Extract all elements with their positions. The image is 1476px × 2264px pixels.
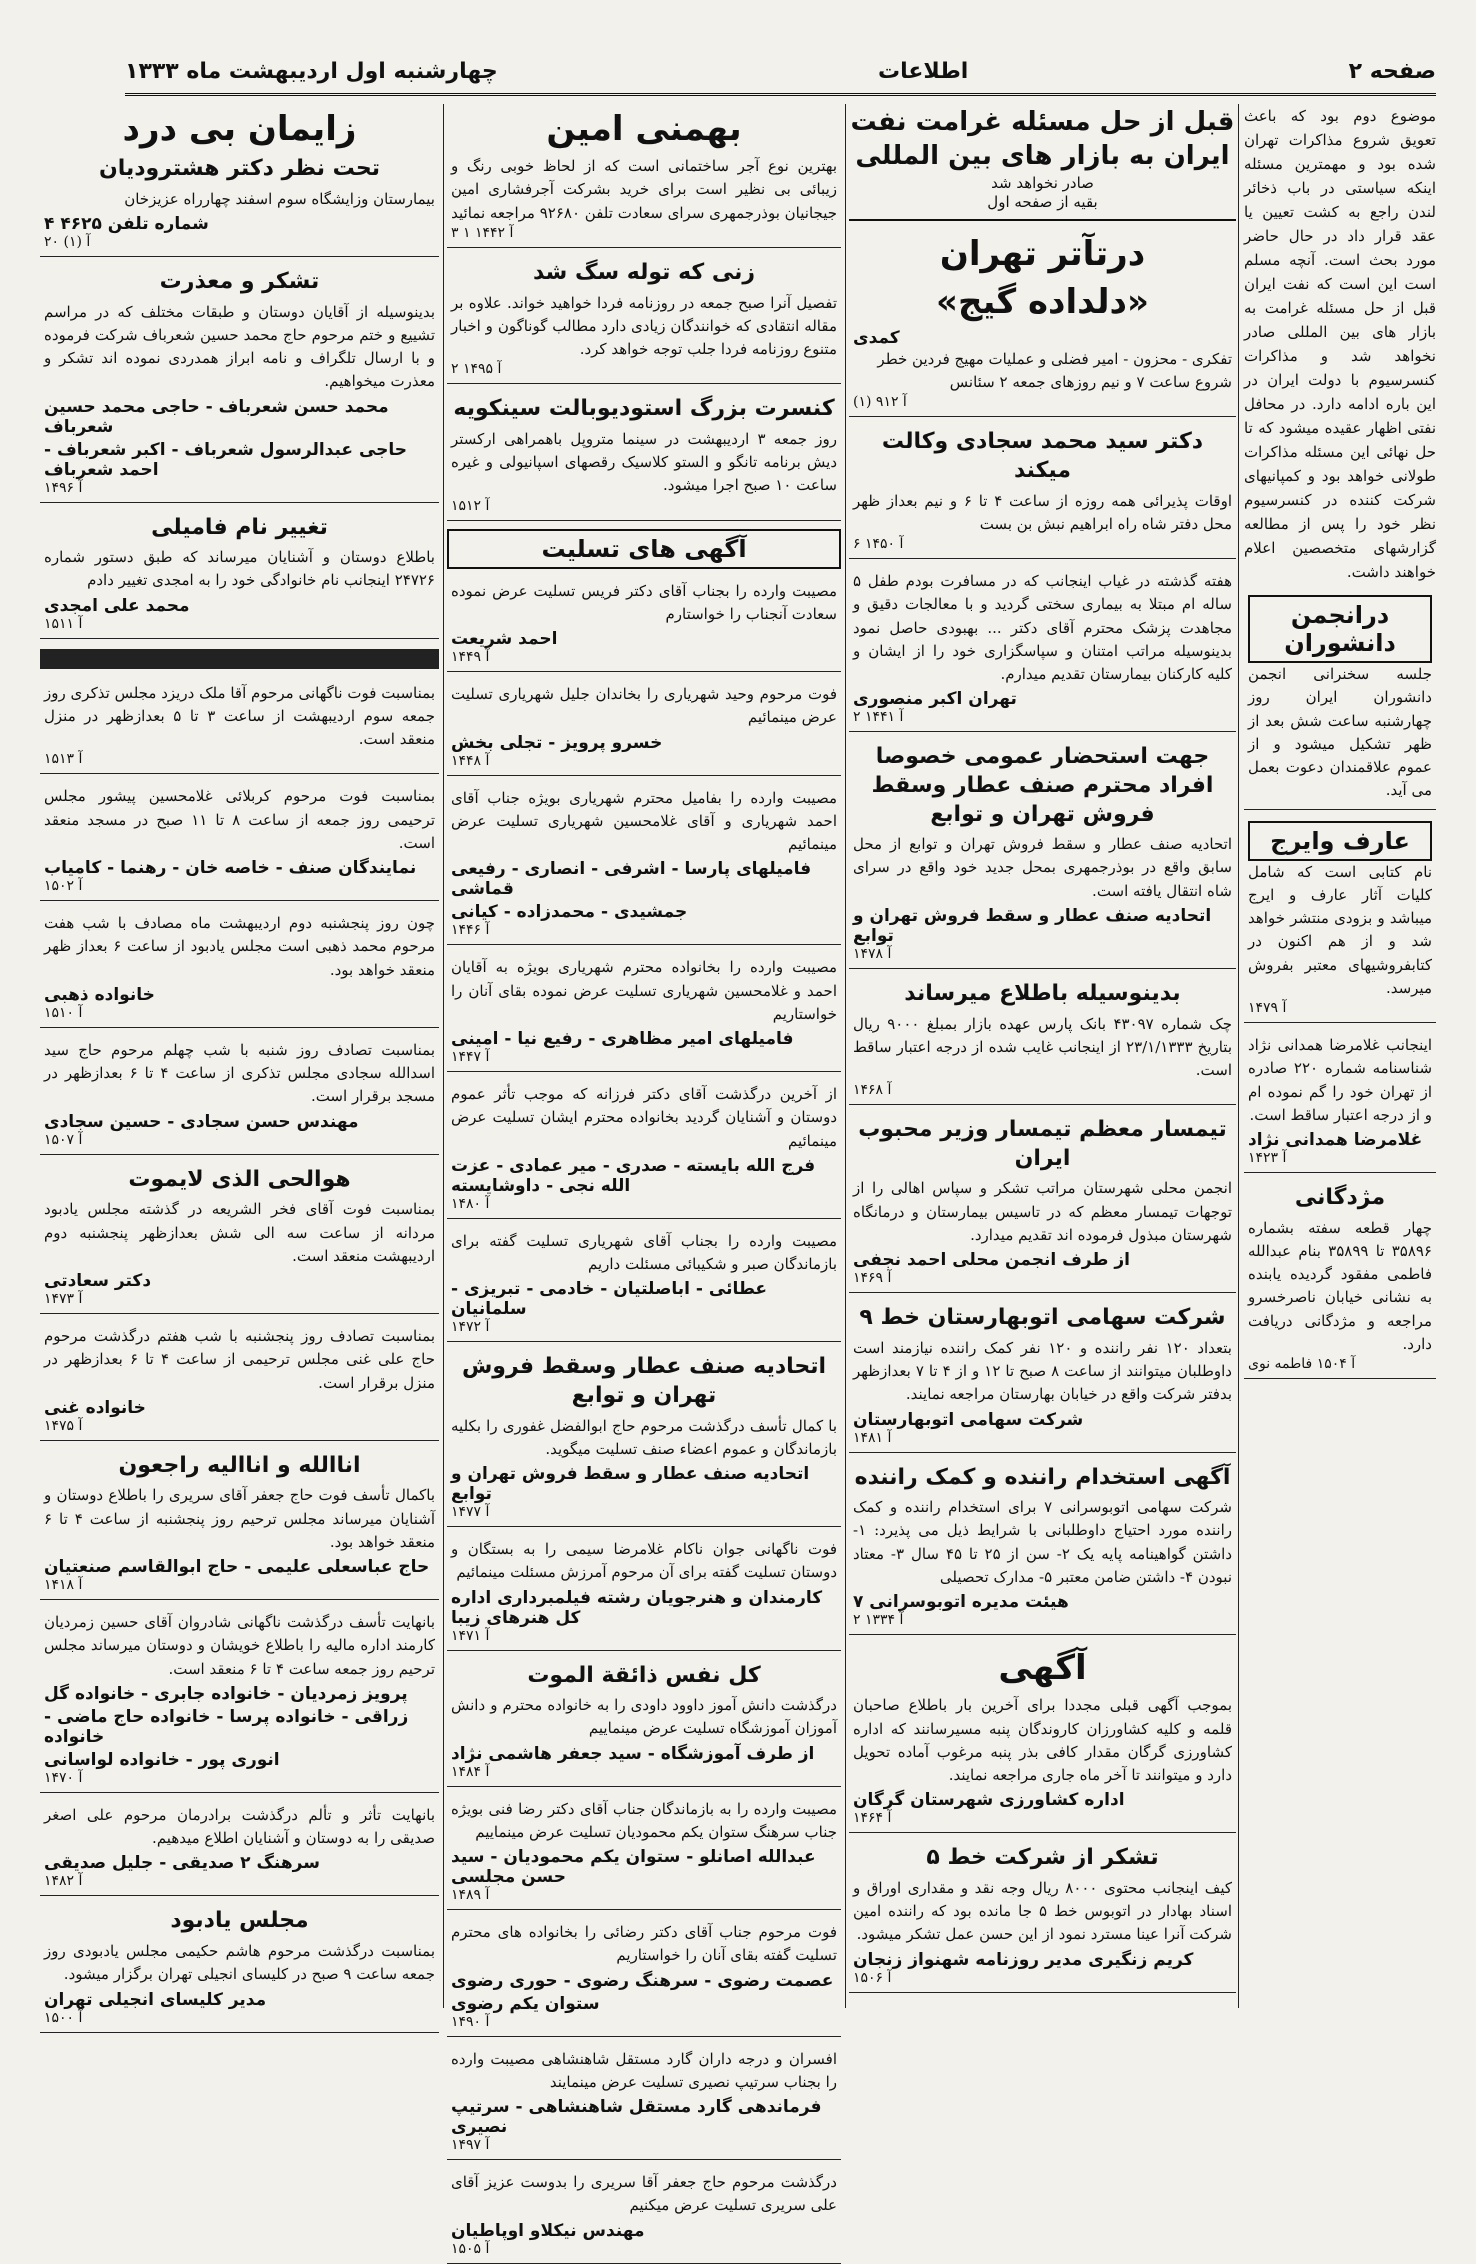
- column-ads-3: [447, 104, 841, 2257]
- memorial-9: بانهایت تأثر و تألم درگذشت برادرمان مرحوم علی اصغر صدیقی را به دوستان و آشنایان اطلاع میدهیم. سرهنگ ۲ صدیقی - جلیل صدیقی آ ۱۴۸۲: [40, 1801, 439, 1897]
- front-headline: قبل از حل مسئله غرامت نفت ایران به بازار های بین المللی صادر نخواهد شد بقیه از صفحه اول: [849, 104, 1236, 221]
- reward-notice: مژدگانی چهار قطعه سفته بشماره ۳۵۸۹۶ تا ۳۵۸۹۹ بنام عبدالله فاطمی مفقود گردیده یابنده به نشانی خیابان ناصرخسرو مراجعه و مژدگانی دریافت دارد. آ ۱۵۰۴ فاطمه نوی: [1244, 1181, 1436, 1379]
- condolence-1: مصیبت وارده را بجناب آقای دکتر فریس تسلیت عرض نموده سعادت آنجناب را خواستارم احمد شریعت آ ۱۴۴۹: [447, 577, 841, 673]
- separator-band: [40, 649, 439, 669]
- condolence-2: فوت مرحوم وحید شهریاری را بخاندان جلیل شهریاری تسلیت عرض مینمائیم خسرو پرویز - تجلی بخش آ ۱۴۴۸: [447, 680, 841, 776]
- memorial-6: بمناسبت تصادف روز پنجشنبه با شب هفتم درگذشت مرحوم حاج علی غنی مجلس ترحیمی از ساعت ۴ تا ۶ بعدازظهر در منزل برقرار است. خانواده غنی آ ۱۴۷۵: [40, 1322, 439, 1441]
- condolence-8: فوت ناگهانی جوان ناکام غلامرضا سیمی را به بستگان و دوستان تسلیت گفته برای آن مرحوم آمرزش مسئلت مینمائیم کارمندان و هنرجویان رشته فیلمبرداری اداره کل هنرهای زیبا آ ۱۴۷۱: [447, 1535, 841, 1651]
- ad-concert: کنسرت بزرگ استودیوبالت سینکویه روز جمعه ۳ اردیبهشت در سینما متروپل باهمراهی ارکستر دیش برنامه تانگو و الستو کلاسیک رقصهای اسپانیولی و غیره ساعت ۱۰ صبح اجرا میشود. آ ۱۵۱۲: [447, 392, 841, 520]
- memorial-4: بمناسبت تصادف روز شنبه با شب چهلم مرحوم حاج سید اسدالله سجادی مجلس تذکری از ساعت ۴ تا ۶ بعدازظهر در مسجد برقرار است. مهندس حسن سجادی - حسین سجادی آ ۱۵۰۷: [40, 1036, 439, 1155]
- bus-company-ad: شرکت سهامی اتوبهارستان خط ۹ بتعداد ۱۲۰ نفر راننده و ۱۲۰ نفر کمک راننده نیازمند است داوطلبان میتوانند از ساعت ۸ صبح تا ۱۲ و از ۴ تا ۷ بعدازظهر بدفتر شرکت واقع در خیابان بهارستان مراجعه نمایند. شرکت سهامی اتوبهارستان آ ۱۴۸۱: [849, 1301, 1236, 1452]
- memorial-1: بمناسبت فوت ناگهانی مرحوم آقا ملک دریزد مجلس تذکری روز جمعه سوم اردیبهشت از ساعت ۳ تا ۵ بعدازظهر در منزل منعقد است. آ ۱۵۱۳: [40, 679, 439, 775]
- issue-date: چهارشنبه اول اردیبهشت ماه ۱۳۳۳: [125, 59, 498, 84]
- ad-newspaper: زنی که توله سگ شد تفصیل آنرا صبح جمعه در روزنامه فردا خواهید خواند. علاوه بر مقاله انتقادی که خوانندگان زیادی دارد مطالب گوناگون و اخبار متنوع روزنامه فردا جلب توجه خواهد کرد. آ ۱۴۹۵ ۲: [447, 256, 841, 384]
- memorial-7: اناالله و انااليه راجعون باکمال تأسف فوت حاج جعفر آقای سریری را باطلاع دوستان و آشنایان میرساند مجلس ترحیم روز پنجشنبه از ساعت ۴ تا ۶ منعقد خواهد بود. حاج عباسعلی علیمی - حاج ابوالقاسم صنعتیان آ ۱۴۱۸: [40, 1449, 439, 1600]
- ad-book: عارف وایرج نام کتابی است که شامل کلیات آثار عارف و ایرج میباشد و بزودی منتشر خواهد شد و از هم اکنون در کتابفروشیهای معتبر بفروش میرسد. آ ۱۴۷۹: [1244, 818, 1436, 1024]
- condolence-5: از آخرین درگذشت آقای دکتر فرزانه که موجب تأثر عموم دوستان و آشنایان گردید بخانواده محترم ایشان تسلیت عرض مینمائیم فرج الله بایسته - صدری - میر عمادی - عزت الله نجی - داوشایسته آ ۱۴۸۰: [447, 1080, 841, 1219]
- notice-anjoman: درانجمن دانشوران جلسه سخنرانی انجمن دانشوران ایران روز چهارشنبه ساعت شش بعد از ظهر تشکیل میشود و از عموم علاقمندان دعوت بعمل می آید.: [1244, 592, 1436, 810]
- condolence-12: افسران و درجه داران گارد مستقل شاهنشاهی مصیبت وارده را بجناب سرتیپ نصیری تسلیت عرض مینمایند فرماندهی گارد مستقل شاهنشاهی - سرتیپ نصیری آ ۱۴۹۷: [447, 2045, 841, 2161]
- hospital-thanks: تیمسار معظم تیمسار وزیر محبوب ایران انجمن محلی شهرستان مراتب تشکر و سپاس اهالی را از توجهات تیمسار معظم که در تاسیس بیمارستان و درمانگاه شهرستان مبذول فرموده اند تقدیم میدارد. از طرف انجمن محلی احمد نجفی آ ۱۴۶۹: [849, 1113, 1236, 1293]
- column-ads-4: [40, 104, 439, 2026]
- memorial-8: بانهایت تأسف درگذشت ناگهانی شادروان آقای حسین زمردیان کارمند اداره مالیه را باطلاع خویشان و دوستان میرساند مجلس ترحیم روز جمعه ساعت ۴ تا ۶ منعقد است. پرویز زمردیان - خانواده جابری - خانواده گل زراقی - خانواده پرسا - خانواده حاج ماضی - خانواده انوری پور - خانواده لواسانی آ ۱۴۷۰: [40, 1608, 439, 1793]
- lost-document-notice: اینجانب غلامرضا همدانی نژاد شناسنامه شماره ۲۲۰ صادره از تهران خود را گم نموده ام و از درجه اعتبار ساقط است. غلامرضا همدانی نژاد آ ۱۴۲۳: [1244, 1031, 1436, 1173]
- memorial-3: چون روز پنجشنبه دوم اردیبهشت ماه مصادف با شب هفت مرحوم محمد ذهبی است مجلس یادبود از ساعت ۶ بعداز ظهر منعقد خواهد بود. خانواده ذهبی آ ۱۵۱۰: [40, 909, 439, 1028]
- column-ads-2: [849, 104, 1236, 2008]
- newspaper-name: اطلاعات: [877, 59, 969, 84]
- ad-brick-company: بهمنی امین بهترین نوع آجر ساختمانی است که از لحاظ خوبی رنگ و زیبائی بی نظیر است برای خرید بشرکت آجرفشاری امین جیجانیان بوذرجمهری سرای سعادت تلفن ۹۲۶۸۰ مراجعه نمائید آ ۱۴۴۲ ۱ ۳: [447, 104, 841, 248]
- ad-title: عارف وایرج: [1248, 821, 1432, 861]
- guild-notice: جهت استحضار عمومی خصوصا افراد محترم صنف عطار وسقط فروش تهران و توابع اتحادیه صنف عطار و سقط فروش تهران و توابع از محل سابق واقع در بوذرجمهری بمحل جدید خود واقع در سرای شاه انتقال یافته است. اتحادیه صنف عطار و سقط فروش تهران و توابع آ ۱۴۷۸: [849, 740, 1236, 969]
- column-divider: [1238, 104, 1239, 2008]
- cheque-notice: بدینوسیله باطلاع میرساند چک شماره ۴۳۰۹۷ بانک پارس عهده بازار بمبلغ ۹۰۰۰ ریال بتاریخ ۲۳/۱/۱۳۳۳ از اینجانب غایب شده از درجه اعتبار ساقط است. آ ۱۴۶۸: [849, 977, 1236, 1105]
- column-divider: [443, 104, 444, 2008]
- thanks-apology: تشکر و معذرت بدینوسیله از آقایان دوستان و طبقات مختلف که در مراسم تشییع و ختم مرحوم حاج محمد حسین شعرباف شرکت فرموده و با ارسال تلگراف و نامه ابراز همدردی نموده اند تشکر و معذرت میخواهیم. محمد حسن شعرباف - حاجی محمد حسین شعرباف حاجی عبدالرسول شعرباف - اکبر شعرباف - احمد شعرباف آ ۱۴۹۶: [40, 265, 439, 503]
- agriculture-notice: آگهی بموجب آگهی قبلی مجددا برای آخرین بار باطلاع صاحبان قلمه و کلیه کشاورزان کاروندگان پنبه مسیرسانند که اداره کشاورزی گرگان مقدار کافی بذر پنبه مرغوب آماده تحویل دارد و میتوانند تا آخر ماه جاری مراجعه نمایند. اداره کشاورزی شهرستان گرگان آ ۱۴۶۴: [849, 1643, 1236, 1833]
- memorial-5: هوالحی الذی لایموت بمناسبت فوت آقای فخر الشریعه در گذشته مجلس یادبود مردانه از ساعت سه الی شش بعدازظهر پنجشنبه دوم اردیبهشت منعقد است. دکتر سعادتی آ ۱۴۷۳: [40, 1163, 439, 1314]
- condolence-3: مصیبت وارده را بفامیل محترم شهریاری بویژه جناب آقای احمد شهریاری و آقای غلامحسین شهریاری تسلیت عرض مینمائیم فامیلهای پارسا - اشرفی - انصاری - رفیعی قماشی جمشیدی - محمدزاده - کیانی آ ۱۴۴۶: [447, 784, 841, 946]
- memorial-2: بمناسبت فوت مرحوم کربلائی غلامحسین پیشور مجلس ترحیمی روز جمعه از ساعت ۸ تا ۱۱ صبح در مسجد منعقد است. نمایندگان صنف - خاصه خان - رهنما - کامیاب آ ۱۵۰۲: [40, 782, 439, 901]
- thanks-notice: هفته گذشته در غیاب اینجانب که در مسافرت بودم طفل ۵ ساله ام مبتلا به بیماری سختی گردید و با معالجات دقیق و مجاهدت پزشک محترم آقای دکتر ... بهبودی حاصل نمود بدینوسیله مراتب امتنان و سپاسگزاری خود را از ایشان و کلیه کارکنان بیمارستان تقدیم میدارم. تهران اکبر منصوری آ ۱۴۴۱ ۲: [849, 567, 1236, 732]
- name-change-notice: تغییر نام فامیلی باطلاع دوستان و آشنایان میرساند که طبق دستور شماره ۲۴۷۲۶ اینجانب نام خانوادگی خود را به امجدی تغییر دادم محمد علی امجدی آ ۱۵۱۱: [40, 511, 439, 639]
- ad-maternity-hospital: زایمان بی درد تحت نظر دکتر هشترودیان بیمارستان وزایشگاه سوم اسفند چهارراه عزیزخان شماره تلفن ۴۶۲۵ ۴ ۲۰ آ (۱): [40, 104, 439, 257]
- ad-theatre: درتآتر تهران «دلداده گیج» کمدی تفکری - محزون - امیر فضلی و عملیات مهیج فردین خطر شروع ساعت ۷ و نیم روزهای جمعه ۲ سئانس آ ۹۱۲ (۱): [849, 229, 1236, 418]
- news-article-body: موضوع دوم بود که باعث تعویق شروع مذاکرات تهران شده بود و مهمترین مسئله اینکه سیاستی در باب ذخائر لندن راجع به کشت تعیین یا عقد قرار داد در حال حاضر مورد بحث است. آنچه مسلم است این است که نفت ایران قبل از حل مسئله غرامت به بازار های بین المللی صادر نخواهد شد و مذاکرات کنسرسیوم با دولت ایران در این باره ادامه دارد. در محافل نفتی اظهار عقیده میشود که تا حل نهائی این مسئله مذاکرات طولانی خواهد بود و کمپانیهای شرکت کننده در کنسرسیوم نظر خود را پس از مطالعه گزارشهای متخصصین اعلام خواهند داشت.: [1244, 107, 1436, 581]
- condolence-6: مصیبت وارده را بجناب آقای شهریاری تسلیت گفته برای بازماندگان صبر و شکیبائی مسئلت داریم عطائی - اباصلتیان - خادمی - تبریزی - سلمانیان آ ۱۴۷۲: [447, 1227, 841, 1343]
- condolence-13: درگذشت مرحوم حاج جعفر آقا سریری را بدوست عزیز آقای علی سریری تسلیت عرض میکنیم مهندس نیکلاو اوپاطیان آ ۱۵۰۵: [447, 2168, 841, 2264]
- driver-hiring-ad: آگهی استخدام راننده و کمک راننده شرکت سهامی اتوبوسرانی ۷ برای استخدام راننده و کمک راننده مورد احتیاج داوطلبانی با شرایط ذیل می پذیرد: ۱- داشتن گواهینامه پایه یک ۲- سن از ۲۵ تا ۴۵ سال ۳- معتاد نبودن ۴- داشتن ضامن معتبر ۵- مدارک تحصیلی هیئت مدیره اتوبوسرانی ۷ آ ۱۳۳۴ ۲: [849, 1461, 1236, 1636]
- ad-lawyer: دکتر سید محمد سجادی وکالت میکند اوقات پذیرائی همه روزه از ساعت ۴ تا ۶ و نیم بعداز ظهر محل دفتر شاه راه ابراهیم نبش بن بست آ ۱۴۵۰ ۶: [849, 425, 1236, 559]
- memorial-10: مجلس یادبود بمناسبت درگذشت مرحوم هاشم حکیمی مجلس یادبودی روز جمعه ساعت ۹ صبح در کلیسای انجیلی تهران برگزار میشود. مدیر کلیسای انجیلی تهران آ ۱۵۰۰: [40, 1904, 439, 2032]
- condolence-section-title: آگهی های تسلیت: [447, 529, 841, 569]
- condolence-11: فوت مرحوم جناب آقای دکتر رضائی را بخانواده های محترم تسلیت گفته بقای آنان را خواستاریم عصمت رضوی - سرهنگ رضوی - حوری رضوی ستوان یکم رضوی آ ۱۴۹۰: [447, 1918, 841, 2037]
- page-header: [125, 50, 1436, 96]
- condolence-10: مصیبت وارده را به بازماندگان جناب آقای دکتر رضا فنی بویژه جناب سرهنگ ستوان یکم محمودیان تسلیت عرض مینماییم عبدالله اصانلو - ستوان یکم محمودیان - سید حسن مجلسی آ ۱۴۸۹: [447, 1795, 841, 1911]
- condolence-9: کل نفس ذائقة الموت درگذشت دانش آموز داوود داودی را به خانواده محترم و دانش آموزان آموزشگاه تسلیت عرض مینماییم از طرف آموزشگاه - سید جعفر هاشمی نژاد آ ۱۴۸۴: [447, 1659, 841, 1787]
- column-news: [1244, 104, 1436, 2008]
- bus-line-thanks: تشکر از شرکت خط ۵ کیف اینجانب محتوی ۸۰۰۰ ریال وجه نقد و مقداری اوراق و اسناد بهادار در اتوبوس خط ۵ جا مانده بود که راننده امین شرکت آنرا عینا مسترد نمود از این حسن عمل تشکر میشود. کریم زنگیری مدیر روزنامه شهنواز زنجان آ ۱۵۰۶: [849, 1841, 1236, 1992]
- condolence-4: مصیبت وارده را بخانواده محترم شهریاری بویژه به آقایان احمد و غلامحسین شهریاری تسلیت عرض نموده بقای آنان را خواستاریم فامیلهای امیر مظاهری - رفیع نیا - امینی آ ۱۴۴۷: [447, 953, 841, 1072]
- page-number: صفحه ۲: [1348, 59, 1436, 84]
- condolence-7: اتحادیه صنف عطار وسقط فروش تهران و توابع با کمال تأسف درگذشت مرحوم حاج ابوالفضل غفوری را بکلیه بازماندگان و عموم اعضاء صنف تسلیت میگوید. اتحادیه صنف عطار و سقط فروش تهران و توابع آ ۱۴۷۷: [447, 1350, 841, 1527]
- notice-title: درانجمن دانشوران: [1248, 595, 1432, 663]
- column-divider: [845, 104, 846, 2008]
